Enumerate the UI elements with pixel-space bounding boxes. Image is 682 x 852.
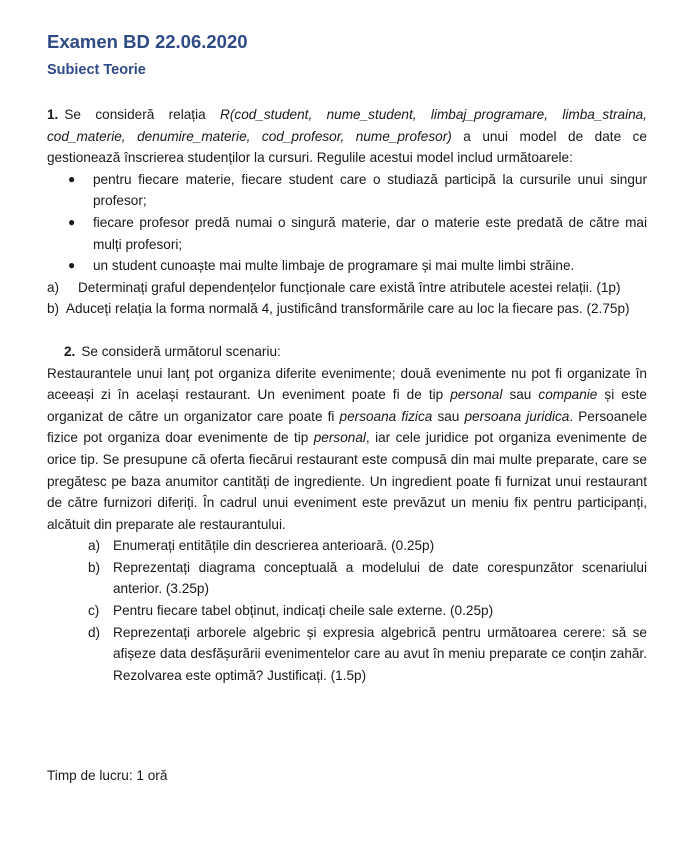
scenario-text: Restaurantele unui lanț pot organiza diferite evenimente; două evenimente nu pot fi organizate în aceeași zi în același restaurant. Un eveniment poate fi de tip personal sau companie și este organizat de către un organizator care poate fi persoana fizica sau persoana juridica. Persoanele fizice pot organiza doar evenimente de tip personal, iar cele juridice pot organiza evenimente de orice tip. Se presupune că oferta fiecărui restaurant este compusă din mai multe preparate, care se pregătesc pe baza anumitor cantități de ingrediente. Un ingredient poate fi furnizat unui restaurant de către furnizori diferiți. În cadrul unui eveniment este prevăzut un meniu fix pentru participanți, alcătuit din preparate ale restaurantului. xyxy=(47,365,648,532)
question-2d: d) Reprezentați arborele algebric și expresia algebrică pentru următoarea cerere: să se afișeze data desfășurării evenimentelor care au avut în meniu preparate ce conțin zahăr. Rezolvarea este optimă? Justificați. (1.5p) xyxy=(88,624,647,683)
question-2c: c) Pentru fiecare tabel obținut, indicați cheile sale externe. (0.25p) xyxy=(88,603,494,619)
question-1b: b) Aduceți relația la forma normală 4, justificând transformările care au loc la fiecare pas. (2.75p) xyxy=(47,301,630,317)
relation-schema: R(cod_student, nume_student, limbaj_programare, limba_straina, cod_materie, denumire_materie, cod_profesor, nume_profesor) xyxy=(47,107,647,144)
question-1a: a) Determinați graful dependențelor funcționale care există între atributele acestei relații. (1p) xyxy=(47,279,621,295)
question-1-intro: 1. Se consideră relația R(cod_student, nume_student, limbaj_programare, limba_straina, cod_materie, denumire_materie, cod_profesor, nume_profesor) a unui model de date ce gestionează înscrierea studenților la cursuri. Regulile acestui model includ următoarele: xyxy=(47,107,647,166)
rule-bullet-2: ● fiecare profesor predă numai o singură materie, dar o materie este predată de către mai mulți profesori; xyxy=(47,212,647,255)
bullet-icon: ● xyxy=(68,258,76,273)
question-1-number: 1. xyxy=(47,107,59,122)
page-title: Examen BD 22.06.2020 xyxy=(47,31,248,52)
rule-bullet-1: ● pentru fiecare materie, fiecare student care o studiază participă la cursurile unui singur profesor; xyxy=(47,169,647,212)
bullet-icon: ● xyxy=(68,171,76,186)
bullet-icon: ● xyxy=(68,214,76,229)
question-2b: b) Reprezentați diagrama conceptuală a modelului de date corespunzător scenariului anterior. (3.25p) xyxy=(88,559,647,597)
time-limit: Timp de lucru: 1 oră xyxy=(47,768,168,783)
question-2-intro: 2. Se consideră următorul scenariu: xyxy=(64,343,281,359)
question-2-number: 2. xyxy=(64,343,76,359)
page-subtitle: Subiect Teorie xyxy=(47,62,146,78)
question-2a: a) Enumerați entitățile din descrierea anterioară. (0.25p) xyxy=(88,538,435,554)
rule-bullet-3: ● un student cunoaște mai multe limbaje de programare și mai multe limbi străine. xyxy=(47,255,647,277)
exam-content xyxy=(47,104,647,686)
